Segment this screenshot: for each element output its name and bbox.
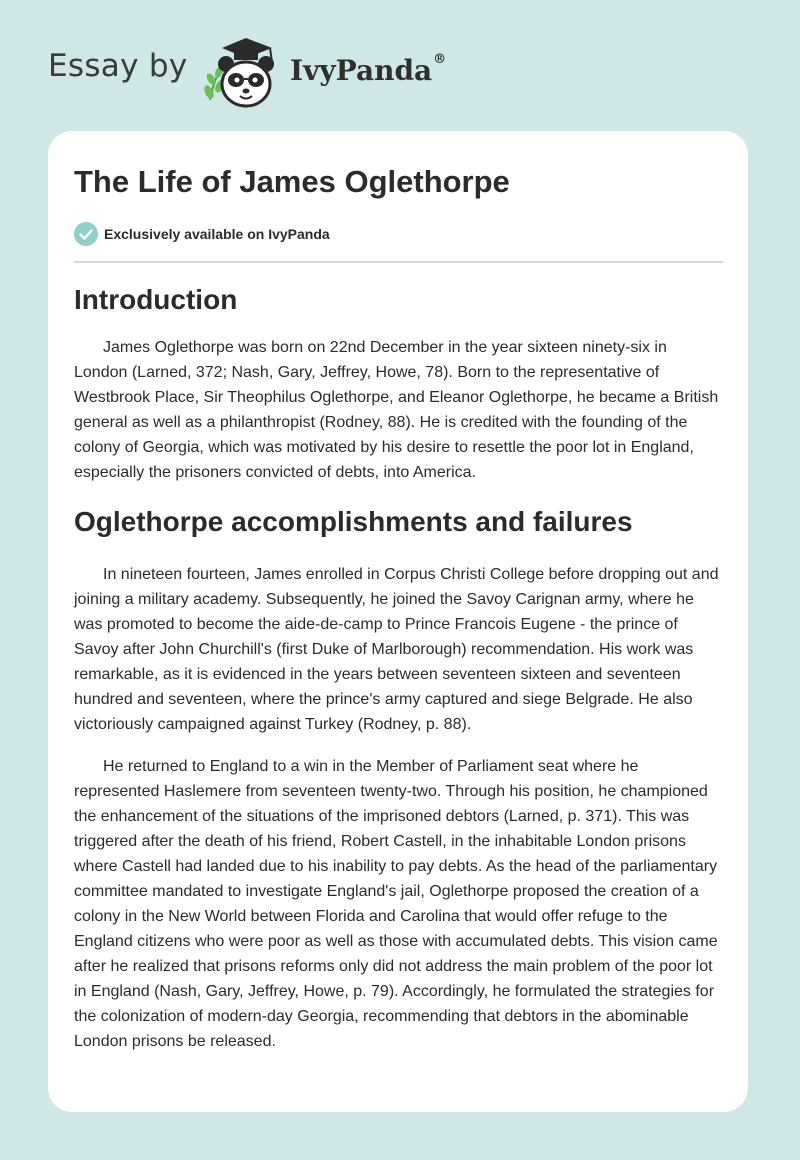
- section-heading-introduction: Introduction: [74, 284, 238, 315]
- panda-logo-icon[interactable]: [200, 34, 286, 112]
- exclusive-badge: [74, 222, 330, 246]
- title-divider: [74, 261, 723, 263]
- paragraph: In nineteen fourteen, James enrolled in Corpus Christi College before dropping out and joining a military academy. Subsequently, he joined the Savoy Carignan army, where he was promoted to become the aide-de-camp to Prince Francois Eugene - the prince of Savoy after John Churchill's (first Duke of Marlborough) recommendation. His work was remarkable, as it is evidenced in the years between seventeen sixteen and seventeen hundred and seventeen, where the prince's army captured and siege Belgrade. He also victoriously campaigned against Turkey (Rodney, p. 88).: [74, 566, 719, 733]
- paragraph: He returned to England to a win in the Member of Parliament seat where he represented Haslemere from seventeen twenty-two. Through his position, he championed the enhancement of the situations of the imprisoned debtors (Larned, p. 371). This was triggered after the death of his friend, Robert Castell, in the inhabitable London prisons where Castell had landed due to his inability to pay debts. As the head of the parliamentary committee mandated to investigate England's jail, Oglethorpe proposed the creation of a colony in the New World between Florida and Carolina that would offer refuge to the England citizens who were poor as well as those with accumulated debts. This vision came after he realized that prisons reforms only did not address the main problem of the poor lot in England (Nash, Gary, Jeffrey, Howe, p. 79). Accordingly, he formulated the strategies for the colonization of modern-day Georgia, recommending that debtors in the abominable London prisons be released.: [74, 758, 718, 1050]
- brand-name[interactable]: [290, 54, 446, 87]
- checkmark-icon: [74, 222, 98, 246]
- exclusive-badge-text: Exclusively available on IvyPanda: [104, 226, 330, 242]
- brand-prefix: Essay by: [48, 48, 188, 84]
- page-title: The Life of James Oglethorpe: [74, 164, 510, 199]
- site-header: [48, 34, 468, 114]
- registered-mark: ®: [433, 52, 447, 67]
- essay-card: [48, 131, 748, 1112]
- paragraph: James Oglethorpe was born on 22nd December in the year sixteen ninety-six in London (Larned, 372; Nash, Gary, Jeffrey, Howe, 78). Born to the representative of Westbrook Place, Sir Theophilus Oglethorpe, and Eleanor Oglethorpe, he became a British general as well as a philanthropist (Rodney, 88). He is credited with the founding of the colony of Georgia, which was motivated by his desire to resettle the poor lot in England, especially the prisoners convicted of debts, into America.: [74, 339, 719, 481]
- section-heading-accomplishments: Oglethorpe accomplishments and failures: [74, 506, 633, 537]
- essay-content: [74, 283, 724, 1071]
- brand-name-text: IvyPanda: [290, 54, 433, 87]
